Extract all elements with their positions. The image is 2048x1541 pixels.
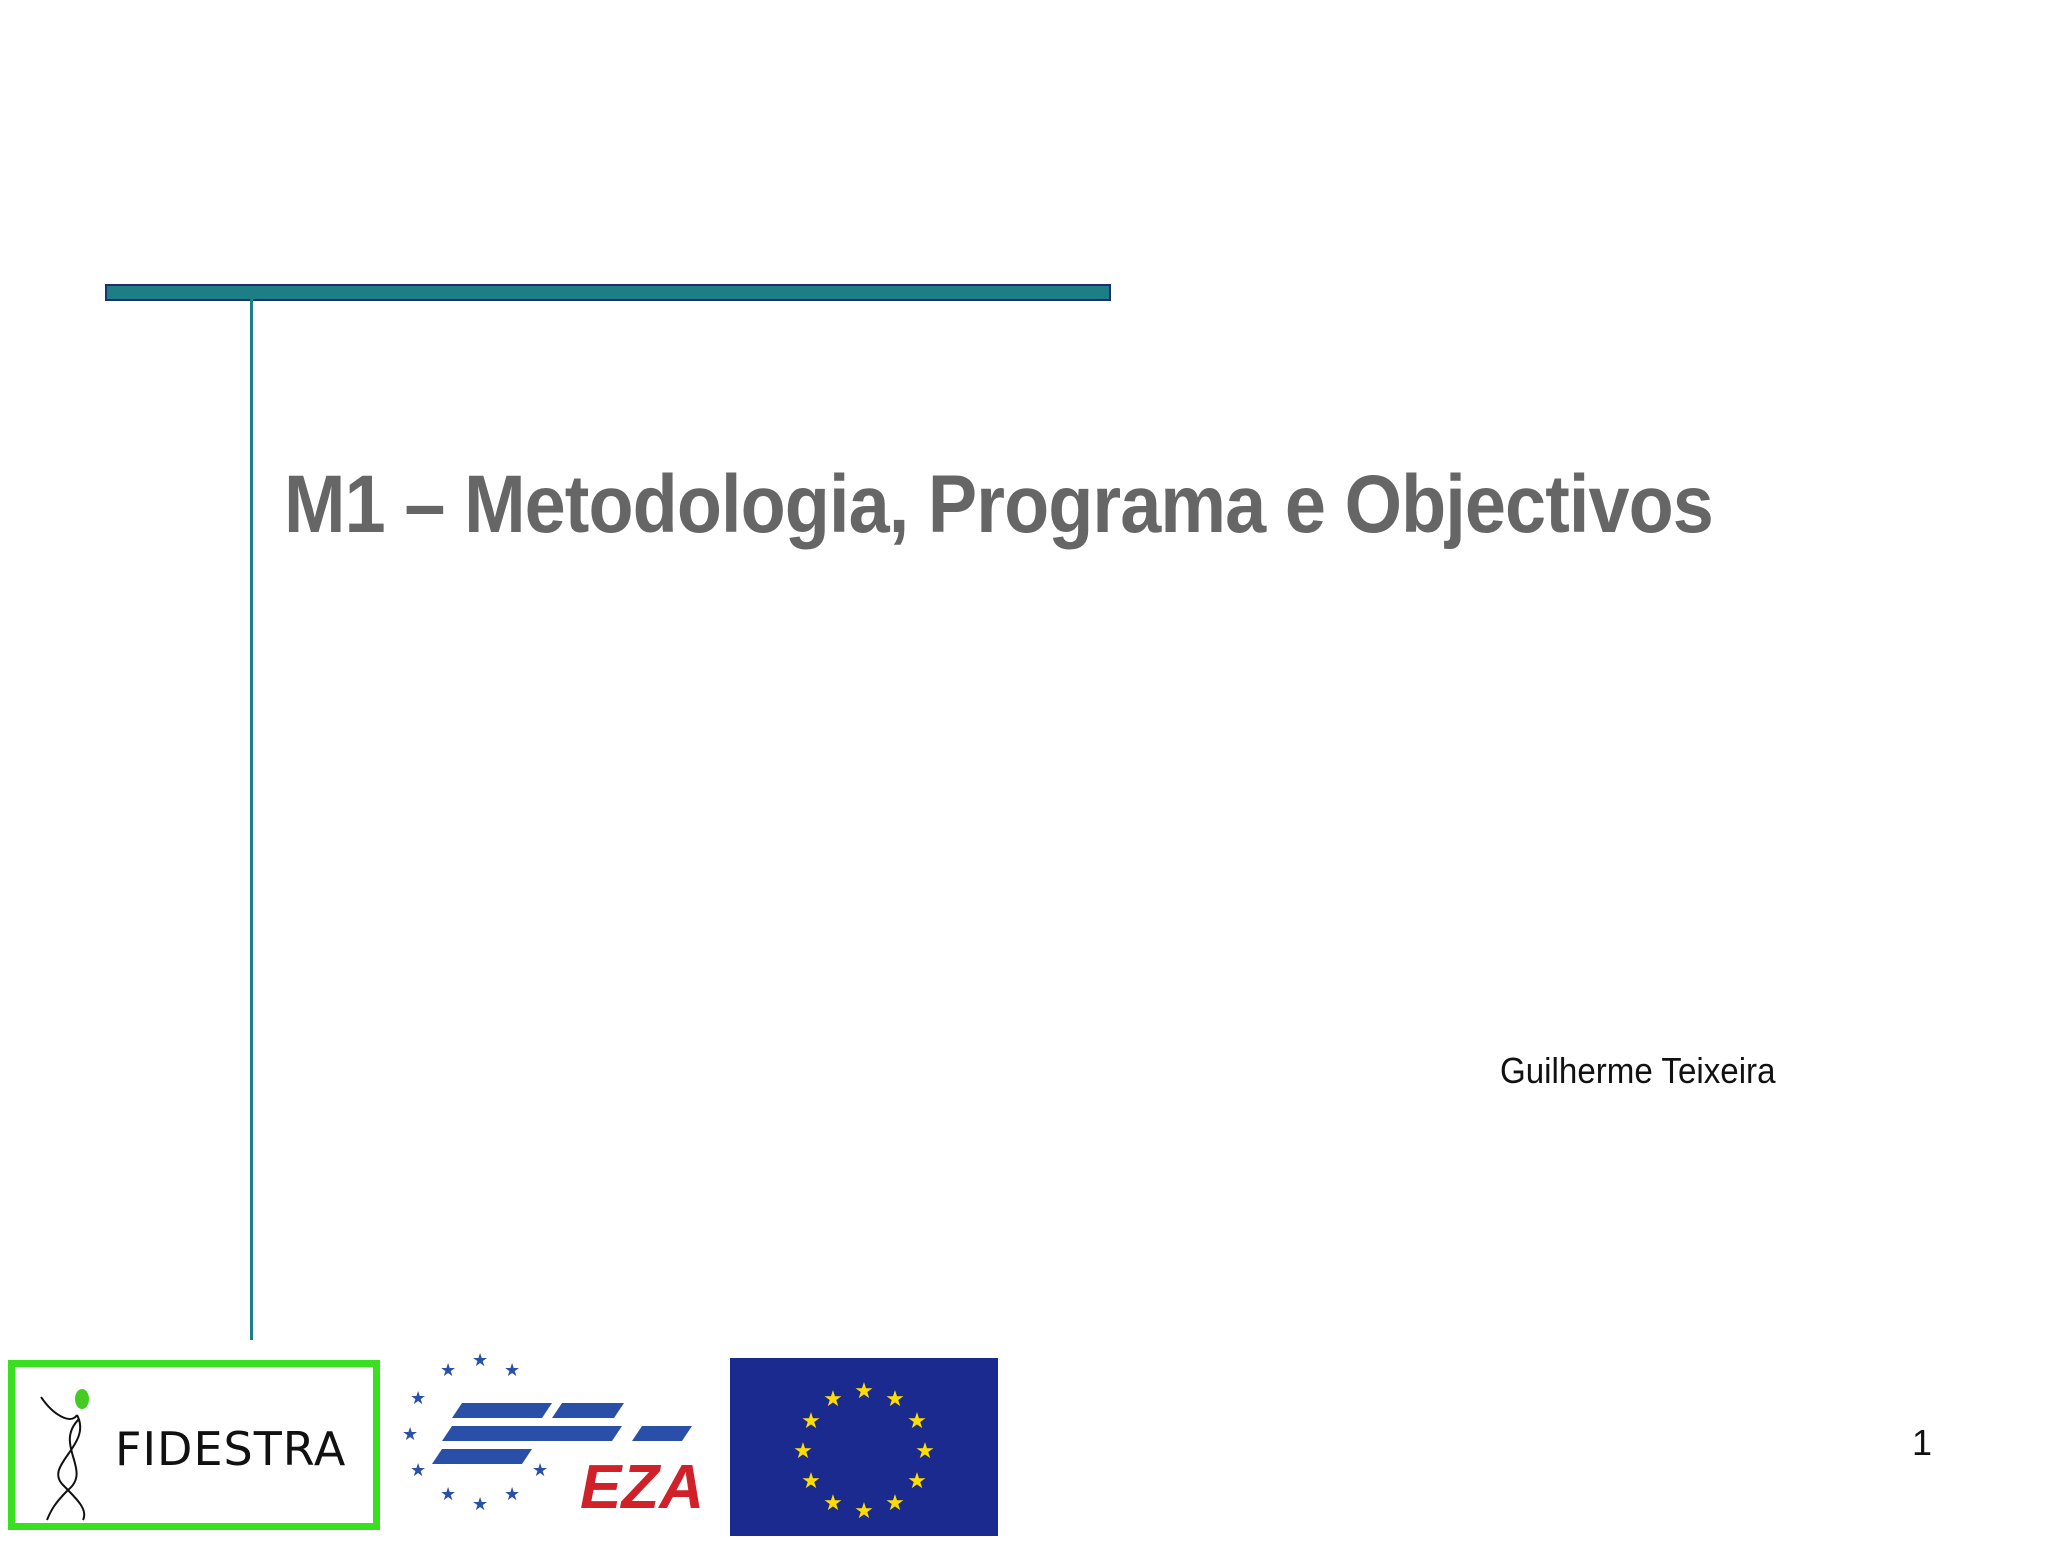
eza-logo-text: EZA [580,1453,704,1518]
fidestra-logo [8,1360,380,1530]
svg-text:★: ★ [823,1491,843,1516]
svg-text:★: ★ [410,1460,427,1481]
top-accent-bar [105,284,1111,301]
svg-text:★: ★ [801,1469,821,1494]
fidestra-logo-text: FIDESTRA [115,1422,347,1476]
svg-text:★: ★ [907,1469,927,1494]
svg-text:★: ★ [472,1350,489,1371]
svg-text:★: ★ [410,1388,427,1409]
vertical-accent-line [250,290,253,1340]
svg-text:★: ★ [504,1484,521,1505]
svg-text:★: ★ [854,1499,874,1524]
slide-title: M1 – Metodologia, Programa e Objectivos [284,459,1713,550]
svg-text:★: ★ [504,1360,521,1381]
svg-text:★: ★ [885,1491,905,1516]
eu-flag-logo [730,1358,998,1536]
svg-text:★: ★ [915,1439,935,1464]
svg-text:★: ★ [472,1494,489,1515]
svg-text:★: ★ [885,1387,905,1412]
svg-text:★: ★ [440,1484,457,1505]
eu-stars-icon [730,1358,998,1536]
svg-text:★: ★ [823,1387,843,1412]
fidestra-figure-icon [33,1385,113,1525]
svg-text:★: ★ [793,1439,813,1464]
page-number: 1 [1912,1422,1933,1463]
eza-logo [392,1348,722,1518]
svg-text:★: ★ [440,1360,457,1381]
author-name: Guilherme Teixeira [1500,1050,1776,1091]
svg-text:★: ★ [532,1460,549,1481]
svg-text:★: ★ [907,1409,927,1434]
svg-text:★: ★ [854,1379,874,1404]
svg-text:★: ★ [801,1409,821,1434]
svg-text:★: ★ [402,1424,419,1445]
